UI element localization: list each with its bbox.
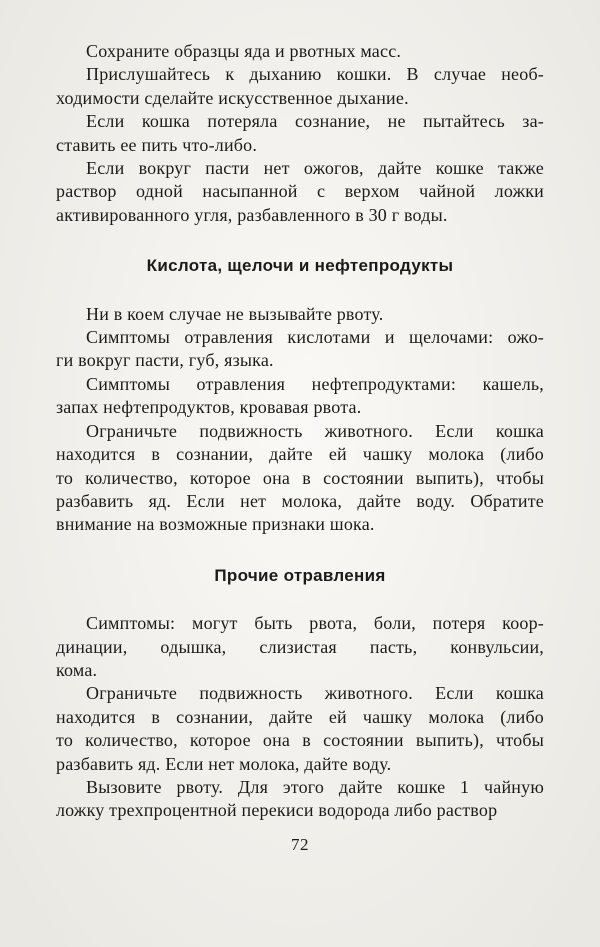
text-line: кома. — [56, 659, 98, 680]
text-line: то количество, которое она в состоянии выпить), чтобы — [56, 467, 544, 488]
text-line: разбавить яд. Если нет молока, дайте воду. Обратите — [56, 490, 544, 511]
text-line: внимание на возможные признаки шока. — [56, 514, 375, 535]
text-line: Ограничьте подвижность животного. Если кошка — [86, 683, 544, 704]
paragraph — [56, 612, 544, 682]
paragraph — [56, 40, 544, 63]
text-line: активированного угля, разбавленного в 30 г воды. — [56, 204, 448, 225]
section-heading: Кислота, щелочи и нефтепродукты — [146, 256, 454, 276]
text-line: ходимости сделайте искусственное дыхание. — [56, 87, 409, 108]
text-line: находится в сознании, дайте ей чашку молока (либо — [56, 706, 544, 727]
paragraph — [56, 776, 544, 823]
section-heading: Прочие отравления — [214, 565, 386, 585]
text-line: Если кошка потеряла сознание, не пытайтесь за- — [86, 111, 544, 132]
text-line: Если вокруг пасти нет ожогов, дайте кошке также — [86, 158, 544, 179]
page-number: 72 — [291, 834, 309, 854]
text-line: Ни в коем случае не вызывайте рвоту. — [86, 303, 384, 324]
paragraph — [56, 157, 544, 227]
paragraph — [56, 326, 544, 373]
text-line: находится в сознании, дайте ей чашку молока (либо — [56, 444, 544, 465]
paragraph — [56, 373, 544, 420]
paragraph — [56, 110, 544, 157]
text-line: динации, одышка, слизистая пасть, конвульсии, — [56, 636, 544, 657]
paragraph — [56, 63, 544, 110]
text-line: разбавить яд. Если нет молока, дайте воду. — [56, 753, 392, 774]
paragraph — [56, 682, 544, 776]
text-line: то количество, которое она в состоянии выпить), чтобы — [56, 730, 544, 751]
paragraph — [56, 420, 544, 537]
text-line: Ограничьте подвижность животного. Если кошка — [86, 420, 544, 441]
text-line: Симптомы: могут быть рвота, боли, потеря коор- — [86, 613, 544, 634]
paragraph — [56, 303, 544, 326]
text-line: ложку трехпроцентной перекиси водорода либо раствор — [56, 800, 498, 821]
text-line: запах нефтепродуктов, кровавая рвота. — [56, 397, 362, 418]
text-line: ставить ее пить что-либо. — [56, 134, 258, 155]
text-line: Вызовите рвоту. Для этого дайте кошке 1 чайную — [86, 776, 544, 797]
text-line: Прислушайтесь к дыханию кошки. В случае необ- — [86, 64, 544, 85]
text-line: раствор одной насыпанной с верхом чайной ложки — [56, 181, 544, 202]
text-line: ги вокруг пасти, губ, языка. — [56, 350, 274, 371]
text-line: Симптомы отравления кислотами и щелочами: ожо- — [86, 327, 544, 348]
page-content — [56, 40, 544, 823]
text-line: Сохраните образцы яда и рвотных масс. — [86, 41, 402, 61]
text-line: Симптомы отравления нефтепродуктами: кашель, — [86, 373, 544, 394]
